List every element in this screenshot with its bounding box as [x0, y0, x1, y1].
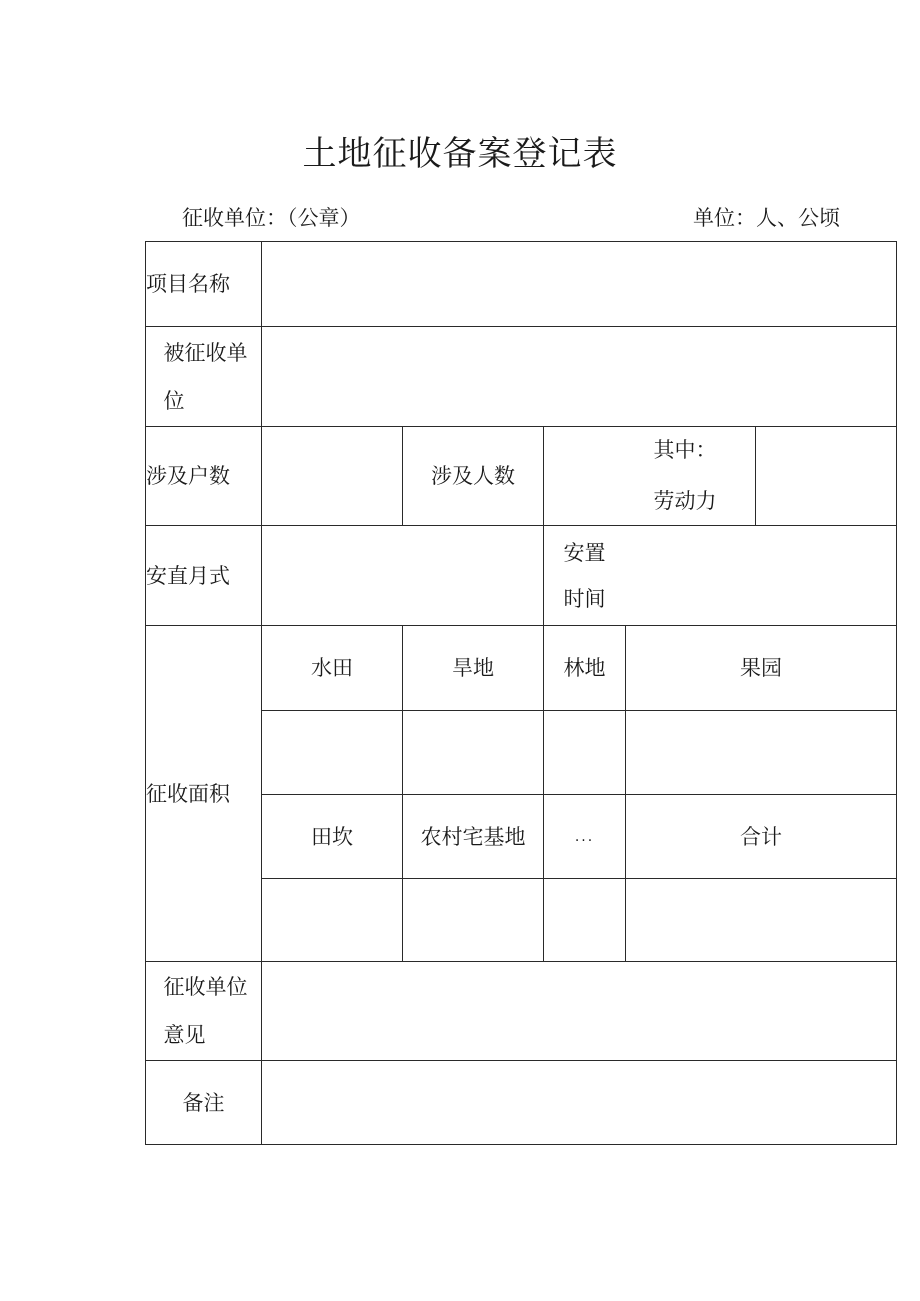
total-header: 合计 — [740, 824, 782, 849]
dry-land-header: 旱地 — [452, 656, 494, 680]
labor-value[interactable] — [756, 427, 896, 525]
expropriated-unit-value[interactable] — [262, 327, 896, 426]
project-name-value[interactable] — [262, 242, 896, 326]
resettlement-time-label: 安置时间 — [563, 540, 606, 611]
persons-label: 涉及人数 — [431, 464, 515, 488]
households-label: 涉及户数 — [146, 464, 230, 488]
homestead-header: 农村宅基地 — [420, 824, 526, 849]
paddy-value[interactable] — [262, 711, 402, 794]
resettlement-time-value[interactable] — [626, 526, 896, 625]
other-value[interactable] — [544, 879, 625, 961]
forest-header: 林地 — [563, 656, 606, 680]
project-name-label: 项目名称 — [146, 272, 230, 296]
paddy-header: 水田 — [311, 656, 353, 680]
persons-value[interactable] — [544, 427, 625, 525]
dry-land-value[interactable] — [403, 711, 543, 794]
orchard-header: 果园 — [740, 656, 782, 680]
forest-value[interactable] — [544, 711, 625, 794]
other-header: ... — [574, 828, 595, 845]
ridge-header: 田坎 — [311, 824, 353, 849]
form-title: 土地征收备案登记表 — [302, 134, 618, 174]
resettlement-method-label: 安直月式 — [146, 563, 230, 588]
expropriating-unit-label: 征收单位：（公章） — [182, 206, 361, 230]
opinion-value[interactable] — [262, 962, 896, 1060]
total-value[interactable] — [626, 879, 896, 961]
households-value[interactable] — [262, 427, 402, 525]
orchard-value[interactable] — [626, 711, 896, 794]
resettlement-method-value[interactable] — [262, 526, 543, 625]
homestead-value[interactable] — [403, 879, 543, 961]
measurement-unit-label: 单位：人、公顷 — [693, 206, 840, 230]
expropriated-unit-label: 被征收单位 — [163, 340, 248, 413]
ridge-value[interactable] — [262, 879, 402, 961]
registration-table — [145, 241, 897, 1145]
area-label: 征收面积 — [146, 781, 230, 806]
remarks-label: 备注 — [182, 1090, 225, 1115]
opinion-label: 征收单位意见 — [163, 975, 248, 1047]
labor-label: 其中：劳动力 — [653, 438, 717, 513]
remarks-value[interactable] — [262, 1061, 896, 1144]
